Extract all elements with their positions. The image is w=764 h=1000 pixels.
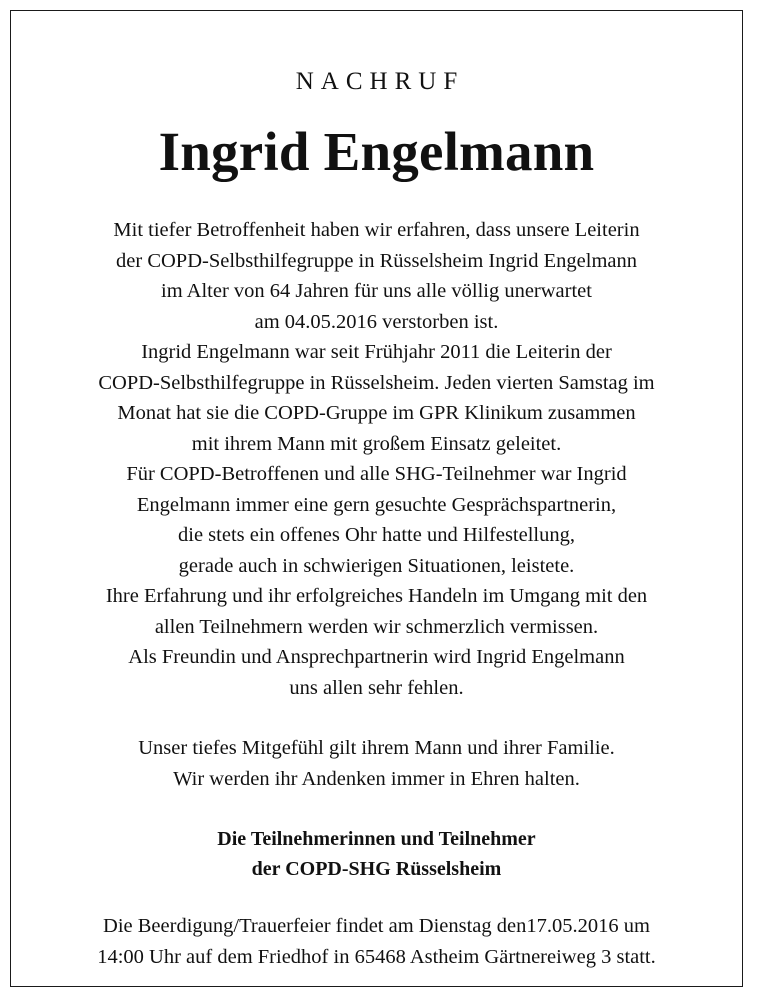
funeral-line: 14:00 Uhr auf dem Friedhof in 65468 Astheim Gärtnereiweg 3 statt. bbox=[97, 945, 656, 968]
body-line: der COPD-Selbsthilfegruppe in Rüsselsheim Ingrid Engelmann bbox=[116, 249, 637, 272]
body-line: im Alter von 64 Jahren für uns alle völlig unerwartet bbox=[161, 280, 592, 302]
signature-line: der COPD-SHG Rüsselsheim bbox=[251, 858, 502, 880]
body-line: Für COPD-Betroffenen und alle SHG-Teilnehmer war Ingrid bbox=[126, 463, 627, 485]
body-line: Ihre Erfahrung und ihr erfolgreiches Handeln im Umgang mit den bbox=[105, 585, 648, 607]
body-line: gerade auch in schwierigen Situationen, leistete. bbox=[178, 554, 575, 577]
obituary-frame bbox=[10, 10, 743, 987]
body-line: Mit tiefer Betroffenheit haben wir erfahren, dass unsere Leiterin bbox=[113, 219, 640, 241]
signature-line: Die Teilnehmerinnen und Teilnehmer bbox=[217, 828, 536, 850]
signature-block bbox=[31, 824, 722, 884]
deceased-name: Ingrid Engelmann bbox=[158, 121, 595, 182]
funeral-line: Die Beerdigung/Trauerfeier findet am Dienstag den17.05.2016 um bbox=[103, 915, 650, 937]
funeral-details bbox=[31, 911, 722, 972]
body-line: allen Teilnehmern werden wir schmerzlich vermissen. bbox=[154, 615, 599, 638]
body-line: Monat hat sie die COPD-Gruppe im GPR Klinikum zusammen bbox=[117, 402, 636, 424]
body-line: Ingrid Engelmann war seit Frühjahr 2011 die Leiterin der bbox=[141, 341, 612, 363]
body-line: Als Freundin und Ansprechpartnerin wird Ingrid Engelmann bbox=[128, 646, 625, 668]
sympathy-line: Unser tiefes Mitgefühl gilt ihrem Mann und ihrer Familie. bbox=[138, 737, 615, 759]
obituary-body bbox=[31, 215, 722, 703]
sympathy-message bbox=[31, 733, 722, 794]
body-line: die stets ein offenes Ohr hatte und Hilfestellung, bbox=[178, 524, 575, 546]
body-line: mit ihrem Mann mit großem Einsatz geleitet. bbox=[191, 432, 562, 455]
body-line: Engelmann immer eine gern gesuchte Gesprächspartnerin, bbox=[136, 493, 617, 516]
sympathy-line: Wir werden ihr Andenken immer in Ehren halten. bbox=[173, 767, 580, 790]
body-line: uns allen sehr fehlen. bbox=[289, 676, 464, 699]
body-line: COPD-Selbsthilfegruppe in Rüsselsheim. Jeden vierten Samstag im bbox=[98, 371, 655, 394]
body-line: am 04.05.2016 verstorben ist. bbox=[254, 310, 499, 333]
notice-heading: NACHRUF bbox=[295, 68, 465, 95]
